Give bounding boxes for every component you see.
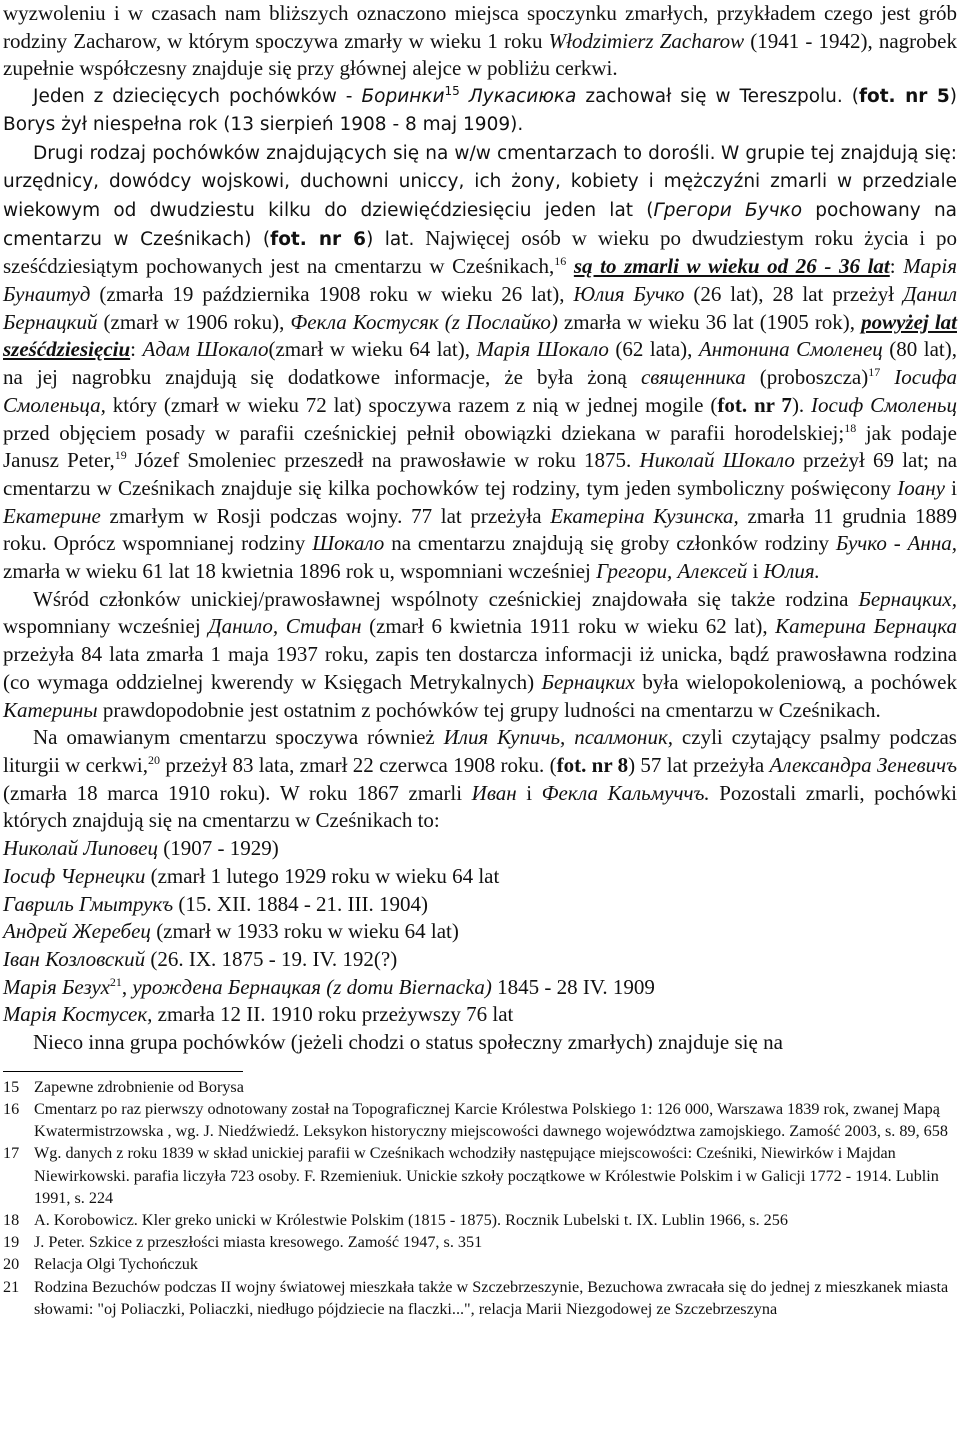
footnote-text: Cmentarz po raz pierwszy odnotowany został na Topograficznej Karcie Królestwa Polskiego 1: 126 000, Warszawa 1839 rok, zwanej Mapą Kwatermistrzowska , wg. J. Niedźwiedź. Leksykon historyczny miejscowości dawnego województwa zamojskiego. Zamość 2003, s. 89, 658 — [34, 1099, 948, 1141]
footnote — [3, 1142, 957, 1209]
footnote — [3, 1098, 957, 1142]
paragraph-3: Drugi rodzaj pochówków znajdujących się na w/w cmentarzach to dorośli. W grupie tej znajdują się: urzędnicy, dowódcy wojskowi, duchowni uniccy, ich żony, kobiety i mężczyźni zmarli w przedziale wiekowym od dwudziestu kilku do dziewięćdziesięciu jeden lat (Грегори Бучко pochowany na cmentarzu w Cześnikach) (fot. nr 6) lat. Najwięcej osób w wieku po dwudziestym roku życia i po sześćdziesiątym pochowanych jest na cmentarzu w Cześnikach,$^{16}$ są to zmarli w wieku od 26 - 36 lat: Марія Бунаитуд (zmarła 19 października 1908 roku w wieku 26 lat), Юлия Бучко (26 lat), 28 lat przeżył Данил Бернацкий (zmarł w 1906 roku), Фекла Костусяк (z Послайко) zmarła w wieku 36 lat (1905 rok), powyżej lat sześćdziesięciu: Адам Шокало(zmarł w wieku 64 lat), Марія Шокало (62 lata), Антонина Смоленец (80 lat), na jej nagrobku znajdują się dodatkowe informacje, że była żoną священника (proboszcza)$^{17}$ Іосифа Смоленьца, który (zmarł w wieku 72 lat) spoczywa razem z nią w jednej mogile (fot. nr 7). Іосиф Смоленьц przed objęciem posady w parafii cześnickiej pełnił obowiązki dziekana w parafii horodelskiej;$^{18}$ jak podaje Janusz Peter,$^{19}$ Józef Smoleniec przeszedł na prawosławie w roku 1875. Николай Шокало przeżył 69 lat; na cmentarzu w Cześnikach znajduje się kilka pochowków tej rodziny, tym jeden symboliczny poświęcony Іоану i Екатерине zmarłym w Rosji podczas wojny. 77 lat przeżyła Екатеріна Кузинска, zmarła 11 grudnia 1889 roku. Oprócz wspomnianej rodziny Шокало na cmentarzu znajdują się groby członków rodziny Бучко - Анна, zmarła w wieku 61 lat 18 kwietnia 1896 rok u, wspomniani wcześniej Грегори, Алексей i Юлия. — [3, 142, 958, 584]
paragraph-1: wyzwoleniu i w czasach nam bliższych oznaczono miejsca spoczynku zmarłych, przykładem czego jest grób rodziny Zacharow, w którym spoczywa zmarły w wieku 1 roku Włodzimierz Zacharow (1941 - 1942), nagrobek zupełnie współczesny znajduje się przy głównej alejce w pobliżu cerkwi. — [3, 1, 957, 81]
footnote-separator — [3, 1071, 243, 1072]
footnote-text: Relacja Olgi Tychończuk — [34, 1255, 198, 1274]
footnote-number: 18 — [3, 1210, 20, 1229]
burial-list-item: Гавриль Гмытрукъ (15. XII. 1884 - 21. III. 1904) — [3, 891, 429, 916]
footnote-text: Zapewne zdrobnienie od Borysa — [34, 1077, 244, 1096]
footnote-number: 19 — [3, 1233, 20, 1252]
burial-list-item: Марія Безух$^{21}$, урождена Бернацкая (z domu Biernacka) 1845 - 28 IV. 1909 — [3, 974, 655, 999]
burial-list — [3, 835, 957, 1029]
footnote-number: 16 — [3, 1099, 20, 1118]
footnotes — [3, 1076, 957, 1320]
paragraph-4: Wśród członków unickiej/prawosławnej wspólnoty cześnickiej znajdowała się także rodzina Бернацких, wspomniany wcześniej Данило, Стифан (zmarł 6 kwietnia 1911 roku w wieku 62 lat), Катерина Бернацка przeżyła 84 lata zmarła 1 maja 1937 roku, zapis ten dostarcza informacji iż unicka, bądź prawosławna rodzina (co wymaga oddzielnej kwerendy w Księgach Metrykalnych) Бернацких była wielopokoleniową, a pochówek Катерины prawdopodobnie jest ostatnim z pochówków tej grupy ludności na cmentarzu w Cześnikach. — [3, 586, 958, 722]
burial-list-item: Марія Костусек, zmarła 12 II. 1910 roku przeżywszy 76 lat — [3, 1002, 514, 1027]
footnote-text: Rodzina Bezuchów podczas II wojny światowej mieszkała także w Szczebrzeszynie, Bezuchowa zwracała się do jednej z mieszkanek miasta słowami: "oj Poliaczki, Poliaczki, niedługo pójdziecie na flaczki...", relacja Marii Niezgodowej ze Szczebrzeszyna — [34, 1277, 949, 1318]
footnote — [3, 1076, 957, 1098]
footnote-text: Wg. danych z roku 1839 w skład unickiej parafii w Cześnikach wchodziły następujące miejscowości: Cześniki, Niewirków i Majdan Niewirkowski. parafia liczyła 723 osoby. F. Rzemieniuk. Unickie szkoły początkowe w Królestwie Polskim i w Galicji 1772 - 1914. Lublin 1991, s. 224 — [34, 1144, 939, 1207]
footnote-text: J. Peter. Szkice z przeszłości miasta kresowego. Zamość 1947, s. 351 — [34, 1233, 483, 1252]
paragraph-final: Nieco inna grupa pochówków (jeżeli chodzi o status społeczny zmarłych) znajduje się na — [33, 1030, 783, 1055]
footnote — [3, 1253, 957, 1275]
footnote-number: 21 — [3, 1277, 20, 1296]
paragraph-2: Jeden z dziecięcych pochówków - Боринки$^{15}$ Лукасиюка zachował się w Tereszpolu. (fot. nr 5) Borys żył niespełna rok (13 sierpień 1908 - 8 maj 1909). — [3, 83, 957, 135]
footnote — [3, 1231, 957, 1253]
footnote-text: A. Korobowicz. Kler greko unicki w Królestwie Polskim (1815 - 1875). Rocznik Lubelski t. IX. Lublin 1966, s. 256 — [34, 1210, 788, 1229]
burial-list-item: Іосиф Чернецки (zmarł 1 lutego 1929 roku w wieku 64 lat — [3, 863, 500, 888]
burial-list-item: Іван Козловский (26. IX. 1875 - 19. IV. 192(?) — [3, 946, 398, 971]
main-text — [3, 0, 957, 1057]
footnote-number: 20 — [3, 1255, 20, 1274]
footnote — [3, 1209, 957, 1231]
paragraph-5: Na omawianym cmentarzu spoczywa również Илия Купичь, псалмоник, czyli czytający psalmy podczas liturgii w cerkwi,$^{20}$ przeżył 83 lata, zmarł 22 czerwca 1908 roku. (fot. nr 8) 57 lat przeżyła Александра Зеневичъ (zmarła 18 marca 1910 roku). W roku 1867 zmarli Иван i Фекла Кальмуччъ. Pozostali zmarli, pochówki których znajdują się na cmentarzu w Cześnikach to: — [3, 725, 958, 833]
footnote-number: 17 — [3, 1144, 20, 1163]
burial-list-item: Николай Липовец (1907 - 1929) — [3, 836, 279, 861]
footnote-number: 15 — [3, 1077, 20, 1096]
footnote — [3, 1276, 957, 1320]
burial-list-item: Андрей Жеребец (zmarł w 1933 roku w wieku 64 lat) — [3, 919, 459, 944]
